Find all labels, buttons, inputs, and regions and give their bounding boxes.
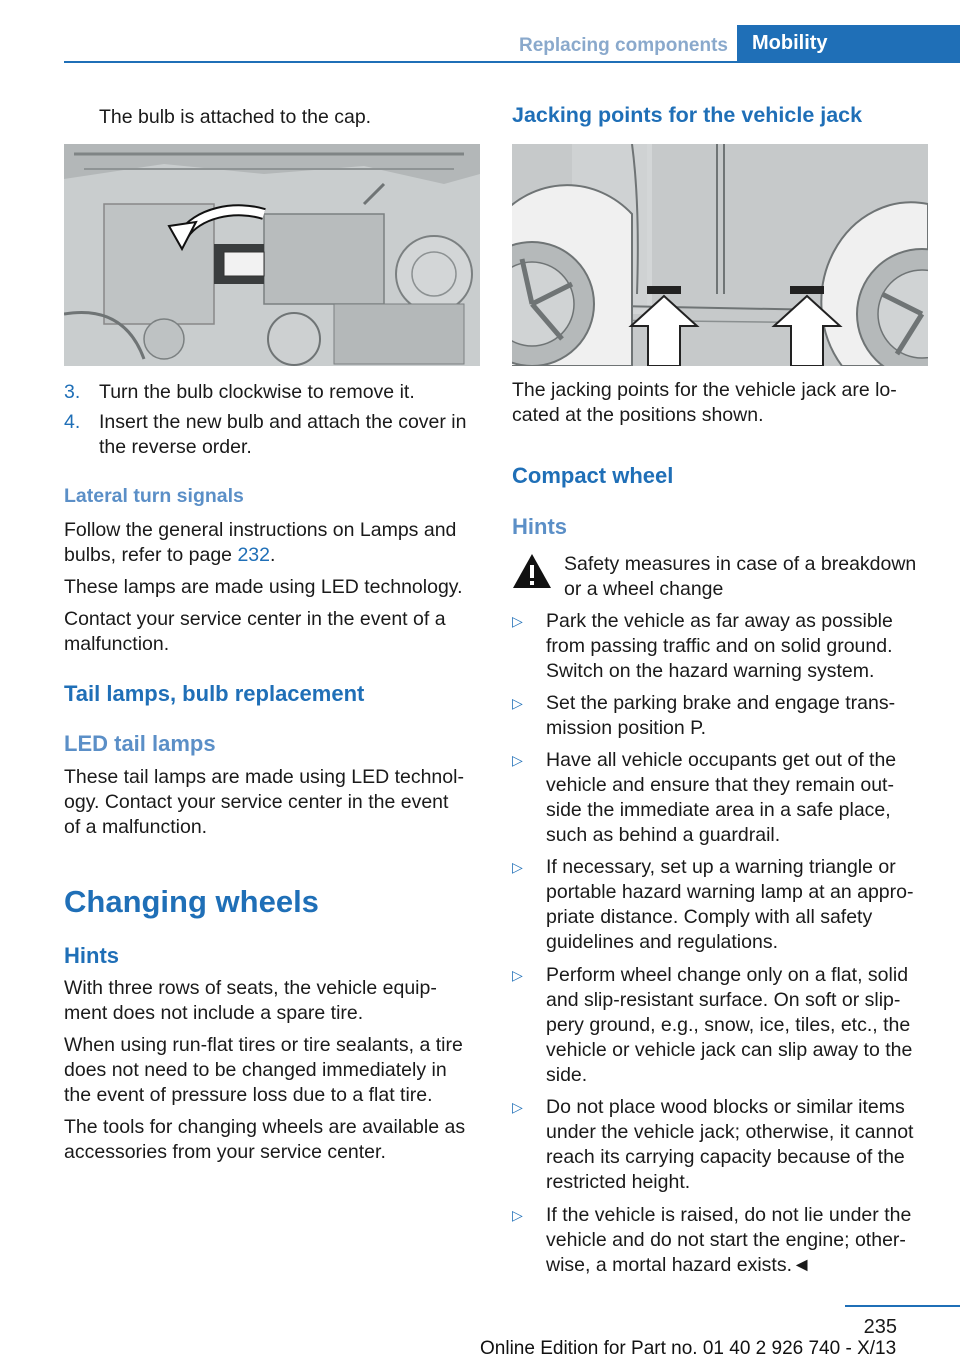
step-number: 3.	[64, 381, 81, 403]
bullet-text: vehicle and ensure that they remain out‐	[546, 774, 894, 796]
bullet-text: such as behind a guardrail.	[546, 824, 781, 846]
paragraph: The tools for changing wheels are available as	[64, 1116, 466, 1138]
paragraph: ment does not include a spare tire.	[64, 1002, 364, 1024]
paragraph: The jacking points for the vehicle jack are lo‐	[512, 379, 897, 401]
step-text: the reverse order.	[99, 436, 252, 458]
bullet-text: under the vehicle jack; otherwise, it cannot	[546, 1121, 914, 1143]
bullet-text: vehicle and do not start the engine; other‐	[546, 1229, 906, 1251]
paragraph-text: bulbs, refer to page	[64, 544, 238, 566]
step-text: Insert the new bulb and attach the cover in	[99, 411, 467, 433]
bullet-text: mission position P.	[546, 717, 707, 739]
hints-heading: Hints	[512, 514, 567, 539]
warning-triangle-icon	[512, 553, 552, 594]
jacking-points-heading: Jacking points for the vehicle jack	[512, 103, 863, 127]
bullet-text: priate distance. Comply with all safety	[546, 906, 873, 928]
step-text: Turn the bulb clockwise to remove it.	[99, 381, 415, 403]
bullet-marker: ▷	[512, 695, 523, 711]
bulb-note: The bulb is attached to the cap.	[99, 106, 372, 128]
paragraph: cated at the positions shown.	[512, 404, 764, 426]
bullet-marker: ▷	[512, 1207, 523, 1223]
bullet-text: Set the parking brake and engage trans‐	[546, 692, 896, 714]
compact-wheel-heading: Compact wheel	[512, 463, 674, 488]
bullet-text: restricted height.	[546, 1171, 691, 1193]
bullet-text: pery ground, e.g., snow, ice, tiles, etc., the	[546, 1014, 911, 1036]
bullet-text: Perform wheel change only on a flat, solid	[546, 964, 909, 986]
paragraph	[64, 543, 275, 568]
header-section-title: Replacing components	[518, 35, 728, 56]
bullet-marker: ▷	[512, 859, 523, 875]
bullet-text: from passing traffic and on solid ground.	[546, 635, 893, 657]
paragraph: Contact your service center in the event of a	[64, 608, 446, 630]
bullet-text: Have all vehicle occupants get out of the	[546, 749, 897, 771]
bullet-marker: ▷	[512, 613, 523, 629]
paragraph-text: .	[270, 544, 276, 566]
bullet-text: side the immediate area in a safe place,	[546, 799, 891, 821]
warning-text: Safety measures in case of a breakdown	[564, 553, 917, 575]
bullet-text: If necessary, set up a warning triangle or	[546, 856, 896, 878]
bullet-text: Park the vehicle as far away as possible	[546, 610, 893, 632]
edition-note: Online Edition for Part no. 01 40 2 926 740 - X/13	[480, 1338, 897, 1359]
paragraph: With three rows of seats, the vehicle equip‐	[64, 977, 437, 999]
bullet-text: portable hazard warning lamp at an appro‐	[546, 881, 914, 903]
jacking-points-illustration	[512, 144, 928, 366]
bullet-text: side.	[546, 1064, 588, 1086]
warning-text: or a wheel change	[564, 578, 724, 600]
bullet-text: If the vehicle is raised, do not lie under the	[546, 1204, 912, 1226]
paragraph: Follow the general instructions on Lamps and	[64, 519, 457, 541]
engine-bay-illustration	[64, 144, 480, 366]
paragraph: does not need to be changed immediately in	[64, 1059, 447, 1081]
bullet-marker: ▷	[512, 1099, 523, 1115]
bullet-text: and slip-resistant surface. On soft or slip‐	[546, 989, 901, 1011]
paragraph: malfunction.	[64, 633, 170, 655]
bullet-text: guidelines and regulations.	[546, 931, 779, 953]
header-rule	[64, 61, 960, 63]
bullet-text: vehicle or vehicle jack can slip away to the	[546, 1039, 913, 1061]
paragraph: of a malfunction.	[64, 816, 208, 838]
hints-heading: Hints	[64, 943, 119, 968]
page-reference-link[interactable]: 232	[237, 544, 270, 566]
footer-rule	[845, 1305, 960, 1307]
bullet-text: wise, a mortal hazard exists.◄	[546, 1254, 812, 1276]
tail-lamps-heading: Tail lamps, bulb replacement	[64, 681, 365, 706]
header-chapter-tab: Mobility	[737, 25, 960, 61]
paragraph: These lamps are made using LED technology.	[64, 576, 463, 598]
bullet-marker: ▷	[512, 752, 523, 768]
bullet-text: Do not place wood blocks or similar items	[546, 1096, 905, 1118]
bullet-text: Switch on the hazard warning system.	[546, 660, 875, 682]
paragraph: When using run-flat tires or tire sealants, a tire	[64, 1034, 463, 1056]
page-number: 235	[863, 1316, 897, 1338]
bullet-marker: ▷	[512, 967, 523, 983]
paragraph: These tail lamps are made using LED technol‐	[64, 766, 464, 788]
changing-wheels-heading: Changing wheels	[64, 884, 319, 919]
led-tail-lamps-heading: LED tail lamps	[64, 731, 216, 756]
step-number: 4.	[64, 411, 81, 433]
lateral-turn-signals-heading: Lateral turn signals	[64, 485, 244, 507]
bullet-text: reach its carrying capacity because of the	[546, 1146, 905, 1168]
paragraph: the event of pressure loss due to a flat tire.	[64, 1084, 433, 1106]
paragraph: ogy. Contact your service center in the event	[64, 791, 449, 813]
paragraph: accessories from your service center.	[64, 1141, 386, 1163]
